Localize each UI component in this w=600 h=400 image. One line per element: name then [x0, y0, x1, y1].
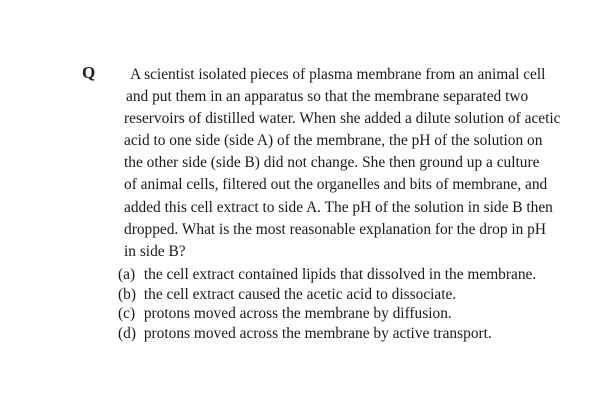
question-marker: Q — [82, 63, 96, 82]
option-a-letter: (a) — [118, 266, 136, 283]
option-a-text: the cell extract contained lipids that dissolved in the membrane. — [143, 266, 537, 283]
option-d-letter: (d) — [118, 324, 136, 342]
option-c — [118, 304, 538, 324]
question-line-9: in side B? — [124, 242, 186, 260]
option-c-letter: (c) — [118, 305, 136, 323]
option-a — [118, 265, 538, 285]
question-line-2: and put them in an apparatus so that the membrane separated two — [126, 88, 529, 106]
question-line-7: added this cell extract to side A. The pH of the solution in side B then — [124, 198, 553, 216]
option-d — [118, 324, 538, 344]
option-b-text: the cell extract caused the acetic acid to dissociate. — [143, 285, 457, 303]
option-b-letter: (b) — [118, 285, 136, 303]
question-line-4: acid to one side (side A) of the membrane, the pH of the solution on — [124, 132, 543, 150]
question-line-8: dropped. What is the most reasonable explanation for the drop in pH — [124, 220, 546, 238]
question-line-6: of animal cells, filtered out the organelles and bits of membrane, and — [124, 176, 548, 194]
question-line-1: A scientist isolated pieces of plasma membrane from an animal cell — [130, 66, 546, 83]
question-stem — [124, 64, 561, 263]
option-c-text: protons moved across the membrane by diffusion. — [143, 305, 452, 323]
option-d-text: protons moved across the membrane by active transport. — [143, 324, 492, 342]
option-b — [118, 285, 538, 305]
question-line-3: reservoirs of distilled water. When she added a dilute solution of acetic — [124, 110, 561, 128]
answer-options — [118, 265, 538, 343]
question-line-5: the other side (side B) did not change. She then ground up a culture — [124, 154, 540, 172]
